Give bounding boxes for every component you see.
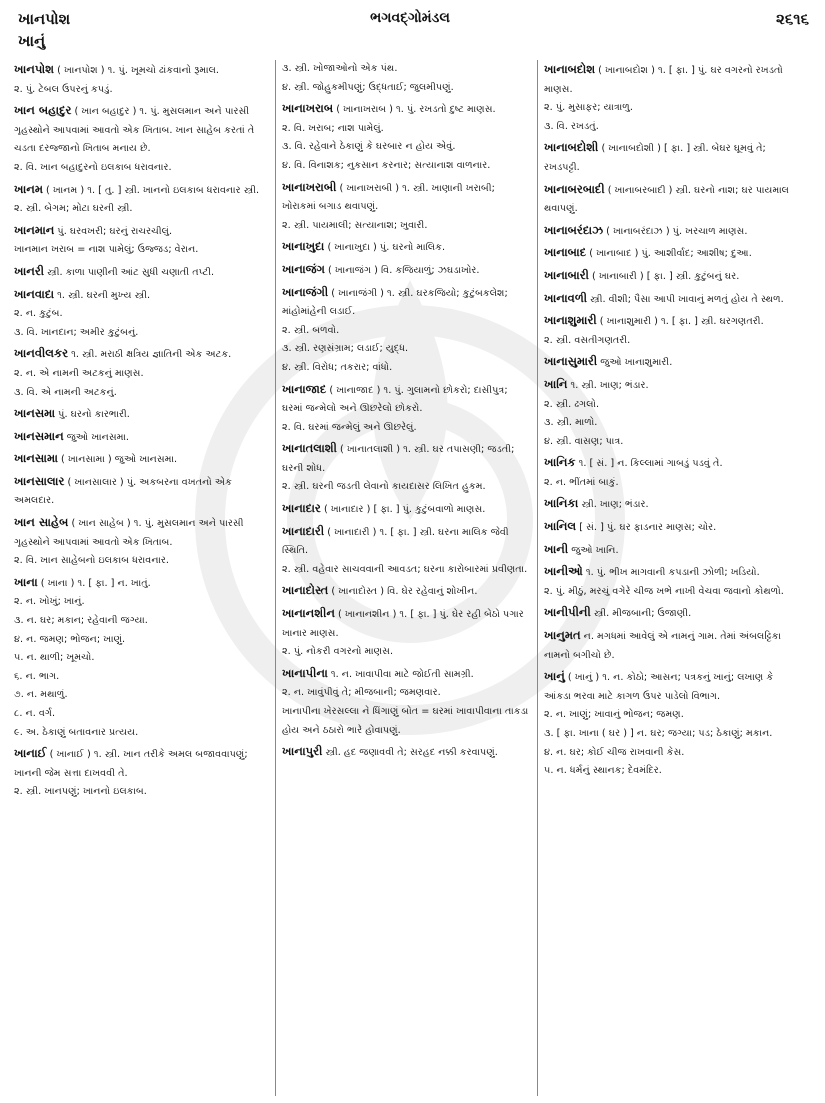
entry-definition: ( ખાનાખરાબી ) ૧. સ્ત્રી. ખાણાની ખરાબી; ખોરાકમાં બગાડ થવાપણું.: [282, 182, 495, 213]
entry-definition: ૩. વિ. રહેવાને ઠેકાણું કે ઘરબાર ન હોય એવું.: [282, 141, 456, 153]
dictionary-entry: [544, 289, 794, 310]
entry-line: [14, 262, 269, 283]
entry-definition: ખાનમાન ખરાબ = નાશ પામેલું; ઉજ્જડ; વેરાન.: [14, 244, 199, 256]
entry-definition: [ સં. ] પું. ઘર ફાડનાર માણસ; ચોર.: [576, 522, 717, 534]
entry-headword: ખાન બહાદુર: [14, 103, 72, 118]
dictionary-entry: [14, 744, 269, 802]
entry-line: [544, 60, 794, 99]
entry-definition: ૧. સ્ત્રી. ખાણ; ભંડાર.: [567, 379, 649, 391]
entry-definition: ૯. અ. ઠેકાણું બતાવનાર પ્રત્યય.: [14, 726, 139, 738]
entry-line: [14, 344, 269, 365]
entry-line: [14, 612, 269, 631]
entry-line: [14, 60, 269, 81]
entry-line: [282, 684, 531, 703]
entry-headword: ખાનાબદોશ: [544, 62, 596, 76]
entry-definition: ૨. ન. કુટુંબ.: [14, 308, 63, 320]
entry-headword: ખાનાવળી: [544, 290, 588, 305]
entry-line: [544, 744, 794, 763]
entry-line: [282, 643, 531, 662]
entry-headword: ખાનાદોસ્ત: [282, 583, 329, 598]
dictionary-entry: [544, 540, 794, 561]
entry-definition: ૩. વિ. ખાનદાન; અમીર કુટુંબનું.: [14, 326, 139, 338]
entry-headword: ખાનિલ: [544, 519, 577, 534]
entry-line: [544, 494, 794, 515]
entry-line: [544, 99, 794, 118]
dictionary-entry: [282, 522, 531, 580]
entry-definition: ૪. વિ. વિનાશક; નુકસાન કરનાર; સત્યાનાશ વાળનાર.: [282, 159, 491, 171]
entry-headword: ખાનાખરાબ: [282, 101, 334, 116]
entry-headword: ખાનિ: [544, 376, 568, 391]
entry-definition: ૨. ન. ખાવુંપીવું તે; મીજબાની; જમણવાર.: [282, 687, 441, 699]
entry-line: [282, 283, 531, 322]
entry-line: [14, 384, 269, 403]
entry-line: [544, 332, 794, 351]
guide-word-last: ખાનું: [18, 32, 46, 50]
entry-definition: ૨. પું. મીઠું, મરચું વગેરે ચીજ ખભે નાખી વેચવા જવાનો કોથળો.: [544, 585, 784, 597]
entry-line: [282, 439, 531, 478]
entry-line: [14, 404, 269, 425]
entry-definition: ૩. વિ. એ નામની અટકનું.: [14, 386, 117, 398]
dictionary-entry: [282, 237, 531, 258]
entry-headword: ખાનમ: [14, 181, 43, 196]
entry-headword: ખાનાપીના: [282, 665, 328, 680]
entry-headword: ખાનાજંગી: [282, 284, 329, 299]
dictionary-entry: [282, 99, 531, 175]
column-2: [276, 60, 538, 1096]
entry-headword: ખાનિક: [544, 455, 576, 470]
entry-definition: ( ખાનાબાદ ) પું. આશીર્વાદ; આશીષ; દુઆ.: [586, 248, 752, 260]
dictionary-entry: [544, 517, 794, 538]
entry-definition: ન. મગધમાં આવેલું એ નામનું ગામ. તેમાં અંબલટ્ટિકા નામનો બગીચો છે.: [544, 631, 781, 661]
entry-definition: જુઓ ખાનાશુમારી.: [597, 357, 673, 369]
entry-headword: ખાનસમા: [14, 406, 56, 421]
entry-line: [14, 705, 269, 724]
entry-definition: જુઓ ખાનસમા.: [63, 431, 130, 443]
page-title: ભગવદ્ગોમંડલ: [370, 10, 450, 26]
entry-definition: ૧. ન. ખાવાપીવા માટે જોઈતી સામગ્રી.: [327, 668, 474, 680]
entry-definition: ખાનાપીના ખેરસલ્લા ને ધિંગાણું બોત = ઘરમાં ખાવાપીવાના તાકડા હોય અને ઠઠારો ભારે હોવાપણું.: [282, 706, 529, 736]
dictionary-entry: [544, 626, 794, 665]
entry-line: [282, 340, 531, 359]
entry-line: [282, 79, 531, 98]
entry-line: [282, 581, 531, 602]
entry-line: [282, 742, 531, 763]
entry-line: [282, 178, 531, 217]
guide-word-first: ખાનપોશ: [18, 10, 71, 28]
entry-definition: ૨. વિ. ખાન બહાદુરનો ઇલકાબ ધરાવનાર.: [14, 161, 172, 173]
entry-definition: ૮. ન. વર્ગ.: [14, 708, 56, 719]
entry-line: [544, 583, 794, 602]
dictionary-entry: [282, 283, 531, 378]
entry-headword: ખાનિકા: [544, 496, 579, 511]
entry-headword: ખાનવીલકર: [14, 346, 69, 361]
dictionary-entry: [14, 573, 269, 742]
entry-definition: ૫. ન. થાળી; ખૂમચો.: [14, 652, 95, 664]
entry-line: [282, 359, 531, 378]
entry-headword: ખાની: [544, 541, 569, 556]
entry-line: [14, 81, 269, 100]
entry-definition: ૨. પું. મુસાફર; યાત્રાળુ.: [544, 102, 633, 114]
dictionary-entry: [282, 664, 531, 740]
entry-headword: ખાનાદાર: [282, 501, 321, 516]
entry-line: [14, 649, 269, 668]
entry-definition: ( ખાનાદોસ્ત ) વિ. ઘેર રહેવાનું શોખીન.: [328, 586, 478, 598]
entry-definition: ( ખાનમ ) ૧. [ તુ. ] સ્ત્રી. ખાનનો ઇલકાબ ધરાવનાર સ્ત્રી.: [42, 184, 260, 196]
dictionary-entry: [282, 499, 531, 520]
entry-headword: ખાનાખુદા: [282, 239, 325, 254]
dictionary-entry: [282, 260, 531, 281]
entry-line: [544, 725, 794, 744]
entry-definition: ૨. પું. ટેબલ ઉપરનું કપડું.: [14, 83, 113, 95]
entry-line: [544, 517, 794, 538]
entry-line: [544, 706, 794, 725]
entry-definition: ૧. સ્ત્રી. મરાઠી ક્ષત્રિય જ્ઞાતિની એક અટક.: [68, 349, 232, 361]
dictionary-entry: [544, 667, 794, 781]
entry-definition: ૨. ન. ભીંતમાં બાકું.: [544, 476, 619, 488]
entry-definition: ( ખાનાતલાશી ) ૧. સ્ત્રી. ઘર તપાસણી; જડતી; ઘરની શોધ.: [282, 444, 515, 474]
entry-headword: ખાનાબદોશી: [544, 140, 599, 155]
entry-line: [282, 237, 531, 258]
entry-headword: ખાનસાલાર: [14, 473, 65, 488]
entry-headword: ખાનાશુમારી: [544, 313, 597, 328]
entry-definition: ૪. ન. જમણ; ભોજન; ખાણું.: [14, 633, 126, 645]
entry-line: [544, 180, 794, 219]
entry-headword: ખાનાપુરી: [282, 744, 323, 759]
entry-line: [14, 552, 269, 571]
entry-headword: ખાના: [14, 574, 38, 589]
entry-line: [282, 217, 531, 236]
entry-line: [14, 449, 269, 470]
entry-headword: ખાનસમાન: [14, 428, 64, 443]
entry-definition: ( ખાનાનશીન ) ૧. [ ફા. ] પું. ઘેર રહી બેઠો પગાર ખાનાર માણસ.: [282, 609, 524, 639]
dictionary-entry: [544, 138, 794, 177]
entry-definition: ૧. પું. ભીખ માગવાની કપડાની ઝોળી; ખડિયો.: [582, 567, 760, 579]
entry-line: [544, 375, 794, 396]
entry-definition: સ્ત્રી. વીશી; પૈસા આપી ખાવાનું મળતું હોય તે સ્થળ.: [587, 293, 784, 305]
entry-definition: ૬. ન. ભાગ.: [14, 670, 60, 682]
entry-line: [14, 668, 269, 687]
entry-line: [282, 138, 531, 157]
dictionary-entry: [14, 101, 269, 177]
entry-line: [544, 667, 794, 706]
entry-definition: ( ખાનાદારી ) ૧. [ ફા. ] સ્ત્રી. ઘરના માલિક જેવી સ્થિતિ.: [282, 526, 509, 557]
entry-line: [282, 120, 531, 139]
entry-definition: ૩. [ ફા. ખાના ( ઘર ) ] ન. ઘર; જગ્યા; પડ; ઠેકાણું; મકાન.: [544, 728, 773, 739]
entry-definition: ૩. વિ. રખડતું.: [544, 120, 599, 132]
entry-line: [282, 478, 531, 497]
dictionary-entry: [544, 562, 794, 601]
entry-line: [544, 626, 794, 665]
entry-line: [282, 664, 531, 685]
entry-definition: સ્ત્રી. ખાણ; ભંડાર.: [578, 499, 649, 511]
entry-definition: ૪. સ્ત્રી. વિરોધ; તકરાર; વાંધો.: [282, 361, 393, 373]
entry-definition: સ્ત્રી. કાળા પાણીની આંટ સુધી ચણાતી તપ્ટી.: [44, 266, 215, 278]
entry-definition: ૨. ન. ખોખું; ખાનું.: [14, 596, 85, 608]
dictionary-entry: [282, 604, 531, 662]
entry-line: [544, 562, 794, 583]
column-3: [538, 60, 800, 1096]
entry-line: [544, 453, 794, 474]
entry-line: [544, 311, 794, 332]
page-number: ૨૬૧૬: [776, 10, 809, 28]
entry-headword: ખાનાજાદ: [282, 381, 327, 396]
dictionary-entry: [544, 266, 794, 287]
page-header: [0, 0, 825, 62]
entry-line: [544, 762, 794, 781]
entry-line: [544, 289, 794, 310]
entry-definition: ૧. [ સં. ] ન. કિલ્લામાં ગાબડું પડવું તે.: [575, 458, 723, 470]
dictionary-entry: [282, 581, 531, 602]
entry-definition: ૩. સ્ત્રી. રણસંગ્રામ; લડાઈ; યુદ્ધ.: [282, 343, 409, 355]
entry-headword: ખાનાબરબાદી: [544, 181, 605, 196]
entry-headword: ખાનીપીની: [544, 605, 591, 620]
entry-definition: ( ખાના ) ૧. [ ફા. ] ન. ખાતું.: [37, 577, 151, 589]
entry-definition: ( ખાનસામા ) જુઓ ખાનસમા.: [57, 454, 178, 466]
entry-line: [14, 631, 269, 650]
entry-definition: ૨. વિ. ઘરમાં જન્મેલું અને ઊછરેલું.: [282, 421, 417, 433]
entry-line: [282, 499, 531, 520]
entry-definition: ૭. ન. મથાળું.: [14, 689, 68, 701]
entry-definition: ( ખાન બહાદુર ) ૧. પું. મુસલમાન અને પારસી ગૃહસ્થોને આપવામાં આવતો એક ખિતાબ. ખાન સાહેબ કરતાં તે ચડતા દરજ્જાનો ખિતાબ મનાય છે.: [14, 106, 255, 155]
entry-line: [14, 573, 269, 594]
entry-line: [544, 474, 794, 493]
dictionary-columns: [14, 60, 814, 1096]
entry-definition: ( ખાન સાહેબ ) ૧. પું. મુસલમાન અને પારસી ગૃહસ્થોને આપવામાં આવતો એક ખિતાબ.: [14, 518, 244, 548]
entry-definition: ( ખાનાબદોશ ) ૧. [ ફા. ] પું. ઘર વગરનો રખડતો માણસ.: [544, 65, 783, 95]
entry-definition: ૩. સ્ત્રી. માળો.: [544, 417, 598, 429]
entry-line: [14, 472, 269, 511]
entry-definition: ૨. વિ. ખાન સાહેબનો ઇલકાબ ધરાવનાર.: [14, 555, 169, 567]
entry-line: [14, 101, 269, 159]
entry-line: [544, 243, 794, 264]
dictionary-entry: [14, 60, 269, 99]
entry-definition: ૧. સ્ત્રી. ઘરની મુખ્ય સ્ત્રી.: [54, 289, 151, 301]
entry-definition: ( ખાનસાલાર ) પું. અકબરના વખતનો એક અમલદાર.: [14, 476, 232, 507]
entry-line: [544, 603, 794, 624]
entry-headword: ખાનરી: [14, 263, 45, 278]
entry-definition: ૪. સ્ત્રી. વાસણ; પાત્ર.: [544, 435, 624, 447]
entry-headword: ખાનુમત: [544, 628, 581, 643]
dictionary-entry: [282, 380, 531, 438]
entry-definition: ૨. સ્ત્રી. વસતીગણતરી.: [544, 334, 631, 346]
entry-line: [544, 433, 794, 452]
dictionary-entry: [14, 262, 269, 283]
entry-definition: ( ખાનાજાદ ) ૧. પું. ગુલામનો છોકરો; દાસીપુત્ર; ઘરમાં જન્મેલો અને ઊછરેલો છોકરો.: [282, 384, 508, 415]
entry-line: [14, 241, 269, 260]
entry-definition: ૪. સ્ત્રી. જોહુકમીપણું; ઉદ્ધતાઈ; જુલમીપણું.: [282, 81, 454, 93]
dictionary-entry: [14, 285, 269, 343]
entry-line: [282, 260, 531, 281]
entry-definition: ( ખાનાબરંદાઝ ) પું. ખરચાળ માણસ.: [603, 225, 748, 237]
entry-headword: ખાનાબારી: [544, 267, 589, 282]
entry-line: [14, 593, 269, 612]
dictionary-entry: [544, 180, 794, 219]
entry-definition: ૨. સ્ત્રી. બેગમ; મોટા ઘરની સ્ત્રી.: [14, 203, 133, 215]
dictionary-entry: [544, 453, 794, 492]
entry-headword: ખાનું: [544, 669, 565, 684]
entry-line: [544, 352, 794, 373]
entry-definition: ( ખાનાશુમારી ) ૧. [ ફા. ] સ્ત્રી. ઘરગણતરી.: [596, 316, 764, 328]
entry-headword: ખાનાનશીન: [282, 606, 335, 621]
entry-headword: ખાનીઓ: [544, 564, 583, 579]
entry-definition: ૩. ન. ઘર; મકાન; રહેવાની જગ્યા.: [14, 615, 148, 627]
entry-line: [14, 180, 269, 201]
entry-definition: ( ખાનાખરાબ ) ૧. પું. રખડતો દુષ્ટ માણસ.: [333, 104, 496, 116]
entry-line: [544, 414, 794, 433]
entry-definition: ( ખાનાજંગ ) વિ. કજિયાળું; ઝઘડાખોર.: [324, 264, 480, 276]
dictionary-entry: [544, 352, 794, 373]
dictionary-entry: [282, 178, 531, 236]
entry-headword: ખાનાખરાબી: [282, 179, 337, 194]
entry-line: [14, 285, 269, 306]
entry-line: [14, 427, 269, 448]
entry-line: [14, 513, 269, 552]
entry-definition: સ્ત્રી. મીજબાની; ઉજાણી.: [590, 608, 692, 620]
entry-headword: ખાનમાન: [14, 222, 55, 237]
entry-definition: ૨. સ્ત્રી. ઘરની જડતી લેવાનો કાયદાસર લિખિત હુકમ.: [282, 481, 486, 493]
entry-definition: ( ખાનાઈ ) ૧. સ્ત્રી. ખાન તરીકે અમલ બજાવવાપણું; ખાનની જેમ સત્તા દાખવવી તે.: [14, 749, 248, 779]
entry-headword: ખાનાજંગ: [282, 261, 325, 276]
entry-definition: ૨. સ્ત્રી. ખાનપણું; ખાનનો ઇલકાબ.: [14, 786, 147, 798]
dictionary-entry: [282, 742, 531, 763]
dictionary-entry: [14, 427, 269, 448]
entry-definition: ૨. ન. ખાણું; ખાવાનું ભોજન; જમણ.: [544, 709, 684, 721]
entry-line: [282, 561, 531, 580]
entry-line: [544, 138, 794, 177]
entry-definition: ૩. સ્ત્રી. ખોજાઓનો એક પંથ.: [282, 63, 398, 74]
entry-line: [544, 118, 794, 137]
entry-line: [14, 324, 269, 343]
entry-definition: પું. ઘરનો કારભારી.: [55, 409, 130, 421]
entry-definition: ૨. સ્ત્રી. બળવો.: [282, 324, 340, 336]
entry-definition: ( ખાનાદાર ) [ ફા. ] પું. કુટુંબવાળો માણસ.: [320, 504, 486, 516]
entry-definition: ( ખાનપોશ ) ૧. પું. ખૂમચો ઢાંકવાનો રૂમાલ.: [54, 65, 219, 76]
entry-definition: ૨. ન. એ નામની અટકનું માણસ.: [14, 367, 144, 379]
dictionary-entry: [14, 404, 269, 425]
entry-line: [282, 703, 531, 740]
entry-definition: ૫. ન. ધર્મનું સ્થાનક; દેવમંદિર.: [544, 765, 662, 777]
entry-headword: ખાનાઈ: [14, 746, 47, 761]
entry-definition: ૨. પું. નોકરી વગરનો માણસ.: [282, 646, 394, 658]
dictionary-entry: [282, 60, 531, 97]
entry-line: [282, 157, 531, 176]
entry-definition: ૨. સ્ત્રી. વહેવાર સાચવવાની આવડત; ઘરના કારોબારમાં પ્રવીણતા.: [282, 563, 528, 575]
entry-line: [282, 522, 531, 561]
dictionary-entry: [14, 221, 269, 260]
dictionary-entry: [14, 449, 269, 470]
entry-headword: ખાનાબરંદાઝ: [544, 222, 604, 237]
dictionary-entry: [544, 494, 794, 515]
entry-definition: ૨. સ્ત્રી. પાયમાલી; સત્યાનાશ; ખુવારી.: [282, 219, 428, 231]
entry-line: [544, 266, 794, 287]
entry-line: [544, 221, 794, 242]
dictionary-entry: [282, 439, 531, 497]
dictionary-entry: [14, 513, 269, 571]
dictionary-entry: [544, 603, 794, 624]
dictionary-entry: [544, 375, 794, 451]
entry-line: [14, 365, 269, 384]
dictionary-entry: [14, 472, 269, 511]
entry-definition: ૪. ન. ઘર; કોઈ ચીજ રાખવાની કેસ.: [544, 746, 685, 758]
entry-headword: ખાનાબાદ: [544, 245, 587, 260]
entry-line: [14, 305, 269, 324]
entry-line: [282, 419, 531, 438]
dictionary-entry: [544, 243, 794, 264]
entry-line: [282, 99, 531, 120]
dictionary-entry: [14, 180, 269, 219]
entry-definition: સ્ત્રી. હદ જણાવવી તે; સરહદ નક્કી કરવાપણું.: [322, 747, 498, 759]
entry-line: [544, 396, 794, 415]
entry-line: [14, 744, 269, 783]
entry-line: [282, 60, 531, 79]
entry-definition: પું. ઘરવખરી; ઘરનું રાચરચીલું.: [54, 225, 173, 237]
entry-line: [14, 686, 269, 705]
entry-definition: ( ખાનાબરબાદી ) સ્ત્રી. ઘરનો નાશ; ઘર પાયમાલ થવાપણું.: [544, 184, 790, 215]
entry-headword: ખાનાદારી: [282, 523, 325, 538]
entry-line: [544, 540, 794, 561]
entry-headword: ખાનવાદા: [14, 286, 55, 301]
entry-line: [14, 200, 269, 219]
entry-definition: ૨. વિ. ખરાબ; નાશ પામેલું.: [282, 122, 384, 134]
entry-line: [282, 604, 531, 643]
column-1: [14, 60, 276, 1096]
entry-definition: ( ખાનાજંગી ) ૧. સ્ત્રી. ઘરકજિયો; કુટુંબકલેશ; માંહોમાંહેની લડાઈ.: [282, 287, 508, 318]
entry-headword: ખાનાતલાશી: [282, 441, 337, 456]
entry-definition: ( ખાનાખુદા ) પું. ઘરનો માલિક.: [324, 242, 446, 254]
dictionary-entry: [544, 60, 794, 136]
entry-line: [282, 380, 531, 419]
entry-line: [282, 322, 531, 341]
entry-line: [14, 221, 269, 242]
entry-headword: ખાનસામા: [14, 451, 58, 466]
entry-headword: ખાનપોશ: [14, 62, 55, 76]
entry-line: [14, 159, 269, 178]
entry-definition: જુઓ ખાનિ.: [568, 544, 619, 556]
entry-headword: ખાનાસુમારી: [544, 354, 598, 369]
guide-words: [18, 8, 70, 52]
entry-definition: ( ખાનાબદોશી ) [ ફા. ] સ્ત્રી. બેઘર ઘૂમવું તે; રખડપટ્ટી.: [544, 143, 766, 173]
entry-definition: ૨. સ્ત્રી. ઢગલો.: [544, 398, 600, 410]
entry-definition: ( ખાનું ) ૧. ન. કોઠો; આસન; પત્રકનું ખાનું; લખાણ કે આંકડા ભરવા માટે કાગળ ઉપર પાડેલો વિભાગ.: [544, 672, 774, 702]
entry-line: [14, 724, 269, 743]
entry-definition: ( ખાનાબારી ) [ ફા. ] સ્ત્રી. કુટુંબનું ઘર.: [588, 270, 740, 282]
entry-headword: ખાન સાહેબ: [14, 515, 69, 530]
entry-line: [14, 783, 269, 802]
dictionary-entry: [544, 221, 794, 242]
dictionary-entry: [544, 311, 794, 350]
dictionary-entry: [14, 344, 269, 402]
